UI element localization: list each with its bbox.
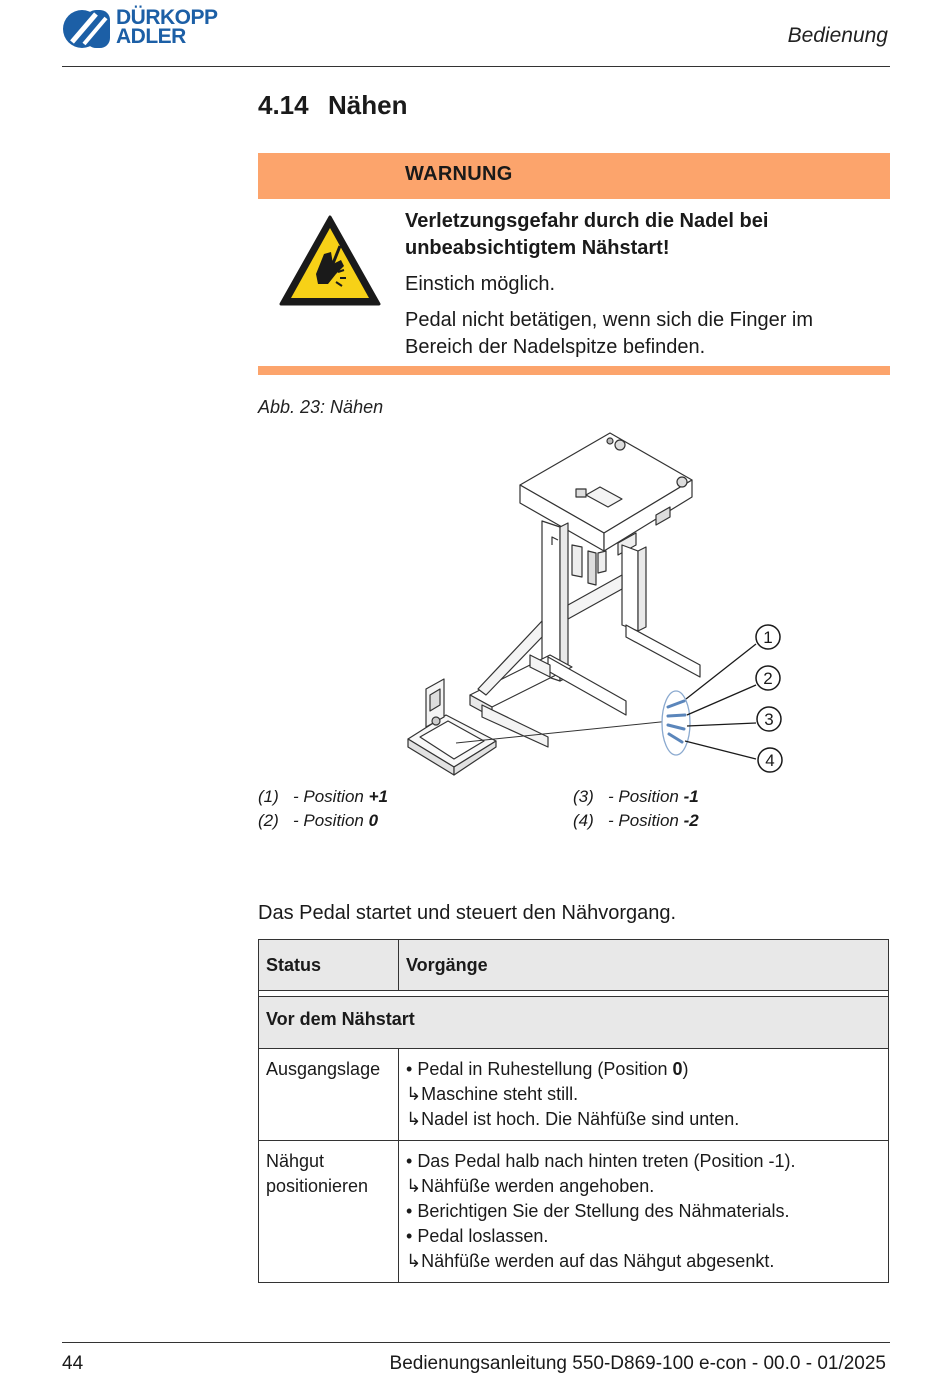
status-text: Ausgangslage: [266, 1059, 381, 1079]
operation-line: [406, 1082, 881, 1107]
legend-index: (1): [258, 787, 279, 806]
operation-line: [406, 1174, 881, 1199]
logo-text-line2: ADLER: [116, 25, 186, 48]
status-cell: [259, 1049, 399, 1141]
operations-cell: [399, 1049, 889, 1141]
header-divider: [62, 66, 890, 67]
section-heading: Nähen: [328, 90, 408, 120]
operation-text: Das Pedal halb nach hinten treten (Position -1).: [417, 1151, 796, 1171]
operations-table: [258, 939, 889, 1283]
legend-text: - Position: [608, 787, 684, 806]
status-text: positionieren: [266, 1176, 369, 1196]
bullet-icon: •: [406, 1151, 418, 1171]
callout-number: 3: [764, 710, 774, 729]
bullet-icon: •: [406, 1201, 418, 1221]
needle-hazard-icon: [278, 214, 382, 308]
operation-text: Pedal in Ruhestellung (Position: [417, 1059, 673, 1079]
bullet-icon: •: [406, 1226, 418, 1246]
legend-index: (3): [573, 787, 594, 806]
legend-item: [573, 787, 699, 807]
legend-index: (2): [258, 811, 279, 830]
page-number: 44: [62, 1353, 84, 1374]
group-label: Vor dem Nähstart: [259, 997, 889, 1049]
operations-cell: [399, 1141, 889, 1283]
bullet-icon: •: [406, 1059, 418, 1079]
operation-text: Pedal loslassen.: [417, 1226, 549, 1246]
legend-value: -1: [683, 787, 699, 806]
legend-item: [258, 787, 388, 807]
callout-number: 2: [763, 669, 773, 688]
legend-index: (4): [573, 811, 594, 830]
warning-headline-line1: Verletzungsgefahr durch die Nadel bei: [405, 210, 769, 232]
operation-text: Maschine steht still.: [421, 1084, 579, 1104]
callout-number: 1: [763, 628, 773, 647]
table-row: [259, 1141, 889, 1283]
warning-headline-line2: unbeabsichtigtem Nähstart!: [405, 237, 670, 259]
legend-item: [573, 811, 699, 831]
brand-logo: [62, 8, 232, 50]
legend-value: 0: [368, 811, 379, 830]
operation-value: 0: [672, 1059, 683, 1079]
section-number: 4.14: [258, 90, 309, 120]
legend-text: - Position: [608, 811, 684, 830]
result-arrow-icon: ↳: [406, 1176, 422, 1196]
footer-divider: [62, 1342, 890, 1343]
warning-instruction-line1: Pedal nicht betätigen, wenn sich die Finger im: [405, 309, 814, 331]
document-reference: Bedienungsanleitung 550-D869-100 e-con - 00.0 - 01/2025: [389, 1353, 886, 1374]
legend-text: - Position: [293, 787, 369, 806]
operation-line: [406, 1107, 881, 1132]
table-group-row: [259, 997, 889, 1049]
intro-paragraph: Das Pedal startet und steuert den Nähvorgang.: [258, 902, 677, 924]
operation-text: Nähfüße werden auf das Nähgut abgesenkt.: [421, 1251, 775, 1271]
column-header-status: Status: [259, 940, 399, 991]
header-section-title: Bedienung: [787, 24, 888, 47]
legend-item: [258, 811, 378, 831]
table-row: [259, 1049, 889, 1141]
operation-line: [406, 1249, 881, 1274]
operation-text: Berichtigen Sie der Stellung des Nähmaterials.: [417, 1201, 790, 1221]
column-header-operations: Vorgänge: [399, 940, 889, 991]
table-header-row: [259, 940, 889, 991]
figure-caption: Abb. 23: Nähen: [258, 397, 384, 417]
logo-mark-icon: [62, 8, 112, 50]
result-arrow-icon: ↳: [406, 1084, 422, 1104]
logo-text-line1: DÜRKOPP: [116, 6, 218, 29]
operation-text: Nadel ist hoch. Die Nähfüße sind unten.: [421, 1109, 740, 1129]
status-cell: [259, 1141, 399, 1283]
operation-line: [406, 1224, 881, 1249]
warning-label: WARNUNG: [405, 163, 513, 185]
operation-line: [406, 1057, 881, 1082]
warning-consequence: Einstich möglich.: [405, 273, 556, 295]
operation-line: [406, 1149, 881, 1174]
operation-line: [406, 1199, 881, 1224]
result-arrow-icon: ↳: [406, 1251, 422, 1271]
warning-header-bar: [258, 153, 890, 199]
warning-body: [405, 208, 885, 370]
legend-text: - Position: [293, 811, 369, 830]
page-title: [258, 90, 407, 121]
operation-suffix: ): [682, 1059, 689, 1079]
warning-instruction-line2: Bereich der Nadelspitze befinden.: [405, 336, 706, 358]
sewing-table-pedal-illustration: [400, 425, 800, 785]
status-text: Nähgut: [266, 1151, 325, 1171]
callout-number: 4: [765, 751, 775, 770]
legend-value: +1: [368, 787, 388, 806]
result-arrow-icon: ↳: [406, 1109, 422, 1129]
legend-value: -2: [683, 811, 699, 830]
operation-text: Nähfüße werden angehoben.: [421, 1176, 655, 1196]
warning-footer-bar: [258, 366, 890, 375]
